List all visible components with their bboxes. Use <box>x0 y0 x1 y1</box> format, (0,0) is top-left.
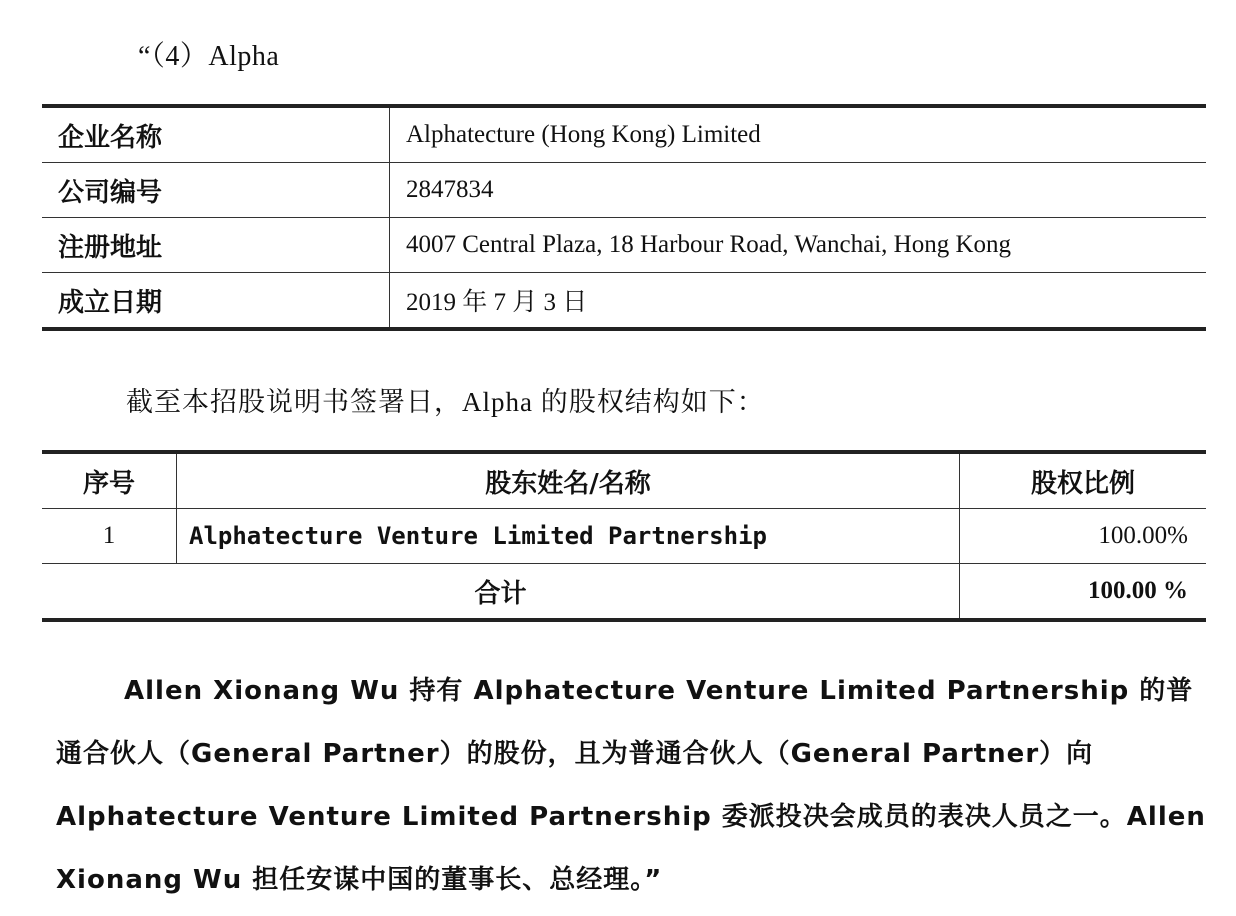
section-heading: “（4）Alpha <box>138 41 280 72</box>
column-header-name: 股东姓名/名称 <box>177 452 960 509</box>
total-label: 合计 <box>42 564 960 621</box>
field-value: 2847834 <box>390 163 1207 218</box>
field-label: 注册地址 <box>42 218 390 273</box>
field-value: 2019 年 7 月 3 日 <box>406 289 588 316</box>
company-info-table <box>42 104 1206 331</box>
cell-shareholder-name: Alphatecture Venture Limited Partnership <box>177 509 960 564</box>
intro-text: 截至本招股说明书签署日，Alpha 的股权结构如下： <box>126 387 765 417</box>
total-percentage: 100.00 % <box>960 564 1207 621</box>
paragraph-text: Allen Xionang Wu 持有 Alphatecture Venture Limited Partnership 的普通合伙人（General Partner）的股份，且为普通合伙人（General Partner）向 Alphatecture Venture Limited Partnership 委派投决会成员的表决人员之一。Allen Xionang Wu 担任安谋中国的董事长、总经理。” <box>56 676 1206 895</box>
field-label: 成立日期 <box>42 273 390 330</box>
cell-percentage: 100.00% <box>960 509 1207 564</box>
table-total-row <box>42 564 1206 621</box>
field-label: 企业名称 <box>42 106 390 163</box>
table-header-row <box>42 452 1206 509</box>
table-row <box>42 106 1206 163</box>
description-paragraph <box>56 660 1206 912</box>
cell-no: 1 <box>42 509 177 564</box>
shareholding-table <box>42 450 1206 622</box>
table-row <box>42 218 1206 273</box>
table-row <box>42 509 1206 564</box>
field-value: 4007 Central Plaza, 18 Harbour Road, Wanchai, Hong Kong <box>390 218 1207 273</box>
table-row <box>42 273 1206 330</box>
table-row <box>42 163 1206 218</box>
field-value: Alphatecture (Hong Kong) Limited <box>390 106 1207 163</box>
field-label: 公司编号 <box>42 163 390 218</box>
column-header-no: 序号 <box>42 452 177 509</box>
column-header-pct: 股权比例 <box>960 452 1207 509</box>
